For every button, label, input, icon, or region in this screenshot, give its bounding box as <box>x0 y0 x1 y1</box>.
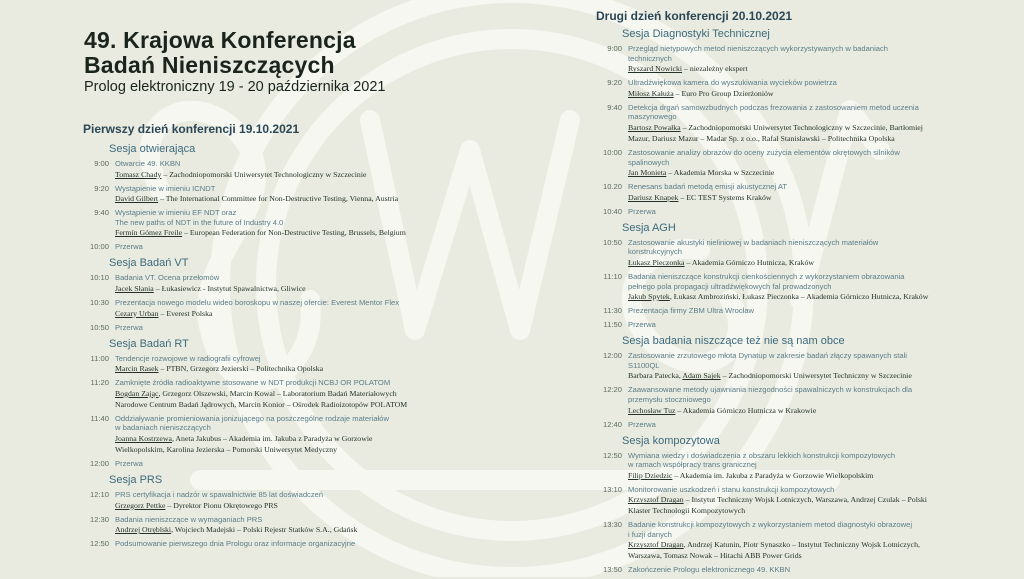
schedule-item <box>596 207 968 217</box>
lead-speaker: Krzysztof Dragan <box>628 540 684 550</box>
speaker-line: Miłosz Kałuża – Euro Pro Group Dzierżoniów <box>628 88 774 98</box>
item-time: 10:40 <box>602 206 622 216</box>
lead-speaker: Jan Monieta <box>628 168 667 178</box>
lead-speaker: David Gilbert <box>115 194 159 204</box>
schedule-item <box>596 520 968 561</box>
item-time: 10:30 <box>89 297 109 307</box>
talk-title: Otwarcie 49. KKBN <box>115 159 181 168</box>
session-title: Sesja Badań RT <box>109 337 189 350</box>
item-body <box>115 378 473 410</box>
item-time: 13:30 <box>602 520 622 530</box>
item-time: 12:10 <box>89 489 109 499</box>
item-body <box>115 490 473 511</box>
session-title: Sesja AGH <box>622 221 676 234</box>
conference-subtitle: Prolog elektroniczny 19 - 20 października 2021 <box>84 79 386 95</box>
speaker-line: Jan Monieta – Akademia Morska w Szczecinie <box>628 168 775 178</box>
talk-title: Przerwa <box>115 242 143 252</box>
day1-title: Pierwszy dzień konferencji 19.10.2021 <box>83 122 300 136</box>
talk-title: Przerwa <box>628 206 656 216</box>
talk-title: Prezentacja nowego modelu wideo boroskopu w naszej ofercie: Everest Mentor Flex <box>115 297 400 307</box>
item-time: 9:40 <box>607 102 622 112</box>
schedule-item <box>596 485 968 517</box>
lead-speaker: Krzysztof Dragan <box>628 495 684 505</box>
lead-speaker: Adam Sajek <box>682 371 721 381</box>
item-body <box>115 298 473 319</box>
lead-speaker: Bartosz Powałka <box>628 122 681 132</box>
item-time: 12:00 <box>602 351 622 361</box>
session-title: Sesja PRS <box>109 473 163 486</box>
talk-title: Zastosowanie analizy obrazów do oceny zużycia elementów okrętowych silników spalinowych <box>628 147 900 167</box>
speaker-line: Joanna Kostrzewa, Aneta Jakubus – Akademia im. Jakuba z Paradyża w Gorzowie Wielkopolskim, Karolina Jezierska – Pomorski Uniwersytet Medyczny <box>115 433 373 454</box>
item-time: 11:50 <box>603 320 622 330</box>
item-time: 9:20 <box>94 183 109 193</box>
talk-title: Badania nieniszczące konstrukcji cienkościennych z wykorzystaniem obrazowania pełnego pola propagacji ultradźwiękowych fal prowadzonych <box>628 271 905 291</box>
session-title: Sesja badania niszczące też nie są nam obce <box>622 335 845 348</box>
speaker-line: Krzysztof Dragan, Andrzej Katunin, Piotr Synaszko – Instytut Techniczny Wojsk Lotniczych, Warszawa, Tomasz Nowak – Hitachi ABB Power Grids <box>628 540 920 561</box>
conference-title <box>84 28 356 78</box>
talk-title: Zaawansowane metody ujawniania niezgodności spawalniczych w konstrukcjach dla przemysłu stoczniowego <box>628 385 913 404</box>
talk-title: PRS certyfikacja i nadzór w spawalnictwie 85 lat doświadczeń <box>115 489 324 499</box>
speaker-line: Fermín Gómez Freile – European Federation for Non-Destructive Testing, Brussels, Belgium <box>115 228 406 238</box>
talk-title: Zastosowanie zrzutowego młota Dynatup w zakresie badań złączy spawanych stali S1100QL <box>628 351 907 370</box>
schedule-item <box>83 242 473 252</box>
item-body <box>628 320 968 330</box>
lead-speaker: Ryszard Nowicki <box>628 64 683 74</box>
speaker-line: Lechosław Tuz – Akademia Górniczo Hutnicza w Krakowie <box>628 405 817 415</box>
schedule-item <box>83 208 473 238</box>
item-body <box>628 420 968 430</box>
schedule-item <box>596 182 968 203</box>
speaker-line: Ryszard Nowicki – niezależny ekspert <box>628 64 748 74</box>
lead-speaker: Lechosław Tuz <box>628 405 676 415</box>
schedule-item <box>83 515 473 536</box>
item-body <box>115 539 473 549</box>
item-time: 10:00 <box>602 147 622 157</box>
item-body <box>115 354 473 375</box>
schedule-item <box>596 148 968 178</box>
schedule-item <box>596 565 968 575</box>
session-title: Sesja kompozytowa <box>622 434 720 447</box>
item-body <box>628 148 968 178</box>
schedule-item <box>83 539 473 549</box>
talk-title: Renesans badań metodą emisji akustycznej AT <box>628 182 787 192</box>
lead-speaker: Grzegorz Pettke <box>115 500 166 510</box>
item-time: 12:50 <box>89 539 109 549</box>
item-body <box>628 103 968 144</box>
lead-speaker: Bogdan Zając <box>115 388 159 398</box>
schedule-item <box>83 323 473 333</box>
item-body <box>115 242 473 252</box>
lead-speaker: Tomasz Chady <box>115 169 162 179</box>
item-time: 12:40 <box>602 419 622 429</box>
speaker-line: Dariusz Knapek – EC TEST Systems Kraków <box>628 192 772 202</box>
item-time: 12:50 <box>602 450 622 460</box>
speaker-line: Barbara Patecka, Adam Sajek – Zachodniopomorski Uniwersytet Techniczny w Szczecinie <box>628 371 912 381</box>
talk-title: Monitorowanie uszkodzeń i stanu konstrukcji kompozytowych <box>628 484 835 494</box>
item-time: 9:00 <box>607 44 622 53</box>
speaker-line: Grzegorz Pettke – Dyrektor Pionu Okrętowego PRS <box>115 500 278 510</box>
speaker-line: Łukasz Pieczonka – Akademia Górniczo Hutnicza, Kraków <box>628 257 814 267</box>
speaker-line: Filip Dziedzic – Akademia im. Jakuba z Paradyża w Gorzowie Wielkopolskim <box>628 470 874 480</box>
lead-speaker: Jakub Spytek <box>628 292 670 302</box>
item-time: 11:30 <box>603 306 622 316</box>
session-title: Sesja Badań VT <box>109 257 189 270</box>
item-body <box>628 182 968 203</box>
talk-title: Wystąpienie w imieniu ICNDT <box>115 183 216 193</box>
speaker-line: David Gilbert – The International Committee for Non-Destructive Testing, Vienna, Austria <box>115 194 399 204</box>
speaker-line: Cezary Urban – Everest Polska <box>115 308 213 318</box>
item-body <box>628 351 968 381</box>
item-time: 9:00 <box>94 159 109 168</box>
lead-speaker: Joanna Kostrzewa <box>115 433 172 443</box>
item-body <box>628 306 968 316</box>
talk-title: Ultradźwiękowa kamera do wyszukiwania wycieków powietrza <box>628 78 837 88</box>
schedule-item <box>83 354 473 375</box>
talk-title: Oddziaływanie promieniowania jonizującego na poszczególne rodzaje materiałów w badaniach nieniszczących <box>115 413 389 433</box>
item-body <box>115 515 473 536</box>
schedule-item <box>596 238 968 268</box>
item-time: 9:40 <box>94 208 109 218</box>
talk-title: Przerwa <box>628 320 656 330</box>
item-time: 12:30 <box>89 514 109 524</box>
item-time: 12:00 <box>89 458 109 468</box>
lead-speaker: Cezary Urban <box>115 308 159 318</box>
schedule-item <box>83 459 473 469</box>
talk-title: Badanie konstrukcji kompozytowych z wykorzystaniem metod diagnostyki obrazowej i fuzji danych <box>628 520 913 539</box>
item-body <box>628 385 968 415</box>
item-body <box>115 459 473 469</box>
talk-title: Zastosowanie akustyki nieliniowej w badaniach nieniszczących materiałów konstrukcyjnych <box>628 237 879 257</box>
day2-sessions <box>596 28 968 575</box>
talk-title: Podsumowanie pierwszego dnia Prologu oraz informacje organizacyjne <box>115 539 356 549</box>
day1-column <box>83 122 473 553</box>
item-time: 10:00 <box>89 242 109 252</box>
schedule-item <box>596 103 968 144</box>
talk-title: Wymiana wiedzy i doświadczenia z obszaru lekkich konstrukcji kompozytowych w ramach współpracy trans granicznej <box>628 450 896 470</box>
schedule-item <box>83 378 473 410</box>
schedule-item <box>596 306 968 316</box>
item-body <box>628 485 968 517</box>
talk-title: Badania VT. Ocena przełomów <box>115 273 220 283</box>
item-time: 9:20 <box>607 78 622 88</box>
day2-column <box>596 9 968 579</box>
item-body <box>628 78 968 99</box>
speaker-line: Jakub Spytek, Łukasz Ambroziński, Łukasz Pieczonka – Akademia Górniczo Hutnicza, Kraków <box>628 292 929 302</box>
lead-speaker: Łukasz Pieczonka <box>628 257 685 267</box>
item-body <box>628 44 968 74</box>
talk-title: Przegląd nietypowych metod nieniszczących wykorzystywanych w badaniach technicznych <box>628 44 888 63</box>
item-body <box>115 273 473 294</box>
item-body <box>115 323 473 333</box>
item-body <box>115 414 473 455</box>
speaker-line: Andrzej Otręblski, Wojciech Madejski – Polski Rejestr Statków S.A., Gdańsk <box>115 525 358 535</box>
item-body <box>115 159 473 180</box>
item-time: 11:00 <box>90 353 109 363</box>
schedule-item <box>596 78 968 99</box>
speaker-line: Tomasz Chady – Zachodniopomorski Uniwersytet Technologiczny w Szczecinie <box>115 169 367 179</box>
talk-title: Tendencje rozwojowe w radiografii cyfrowej <box>115 353 261 363</box>
item-body <box>115 184 473 205</box>
item-body <box>628 565 968 575</box>
schedule-item <box>596 420 968 430</box>
item-time: 10:50 <box>89 322 109 332</box>
talk-title: Prezentacja firmy ZBM Ultra Wrocław <box>628 306 755 316</box>
day2-title: Drugi dzień konferencji 20.10.2021 <box>596 9 793 23</box>
item-time: 12:20 <box>602 385 622 395</box>
item-time: 11:40 <box>90 413 109 423</box>
item-time: 11:20 <box>90 378 109 388</box>
schedule-item <box>596 272 968 302</box>
schedule-item <box>596 385 968 415</box>
schedule-item <box>596 320 968 330</box>
lead-speaker: Fermín Gómez Freile <box>115 228 183 238</box>
title-line-1: 49. Krajowa Konferencja <box>84 27 356 53</box>
talk-title: Przerwa <box>115 322 143 332</box>
lead-speaker: Miłosz Kałuża <box>628 88 674 98</box>
schedule-item <box>83 298 473 319</box>
item-body <box>115 208 473 238</box>
talk-title: Wystąpienie w imieniu EF NDT oraz The new paths of NDT in the future of Industry 4.0 <box>115 208 284 227</box>
session-title: Sesja Diagnostyki Technicznej <box>622 28 770 40</box>
speaker-line: Jacek Słania – Łukasiewicz - Instytut Spawalnictwa, Gliwice <box>115 283 306 293</box>
schedule-item <box>83 184 473 205</box>
talk-title: Przerwa <box>115 458 143 468</box>
talk-title: Zamknięte źródła radioaktywne stosowane w NDT produkcji NCBJ OR POLATOM <box>115 378 391 388</box>
schedule-item <box>596 44 968 74</box>
schedule-item <box>83 273 473 294</box>
lead-speaker: Marcin Rasek <box>115 364 159 374</box>
item-body <box>628 272 968 302</box>
lead-speaker: Andrzej Otręblski <box>115 525 172 535</box>
speaker-line: Bogdan Zając, Grzegorz Olszewski, Marcin Kowal – Laboratorium Badań Materiałowych Narodowe Centrum Badań Jądrowych, Marcin Konior – Ośrodek Radioizotopów POLATOM <box>115 388 408 409</box>
talk-title: Detekcja drgań samowzbudnych podczas frezowania z zastosowaniem metod uczenia maszynowego <box>628 102 919 122</box>
lead-speaker: Filip Dziedzic <box>628 470 673 480</box>
lead-speaker: Dariusz Knapek <box>628 192 679 202</box>
talk-title: Badania nieniszczące w wymaganiach PRS <box>115 514 263 524</box>
speaker-line: Marcin Rasek – PTBN, Grzegorz Jezierski – Politechnika Opolska <box>115 364 324 374</box>
item-time: 10:50 <box>602 237 622 247</box>
item-time: 13:50 <box>602 565 622 575</box>
speaker-line: Bartosz Powałka – Zachodniopomorski Uniwersytet Technologiczny w Szczecinie, Bartłomiej Mazur, Dariusz Mazur – Madar Sp. z o.o., Rafał Stanisławski – Politechnika Opolska <box>628 122 923 143</box>
schedule-item <box>83 414 473 455</box>
title-line-2: Badań Nieniszczących <box>84 52 335 78</box>
item-body <box>628 520 968 561</box>
item-time: 10:10 <box>89 273 109 283</box>
item-body <box>628 207 968 217</box>
item-time: 10.20 <box>602 182 622 192</box>
lead-speaker: Jacek Słania <box>115 283 154 293</box>
day1-sessions <box>83 143 473 549</box>
talk-title: Przerwa <box>628 419 656 429</box>
item-body <box>628 451 968 481</box>
schedule-item <box>83 490 473 511</box>
schedule-item <box>596 351 968 381</box>
item-time: 13:10 <box>602 484 622 494</box>
item-time: 11:10 <box>603 271 622 281</box>
schedule-item <box>83 159 473 180</box>
speaker-line: Krzysztof Dragan – Instytut Techniczny Wojsk Lotniczych, Warszawa, Andrzej Czulak – Polski Klaster Technologii Kompozytowych <box>628 495 927 516</box>
session-title: Sesja otwierająca <box>109 143 196 155</box>
schedule-item <box>596 451 968 481</box>
talk-title: Zakończenie Prologu elektronicznego 49. KKBN <box>628 565 791 575</box>
item-body <box>628 238 968 268</box>
